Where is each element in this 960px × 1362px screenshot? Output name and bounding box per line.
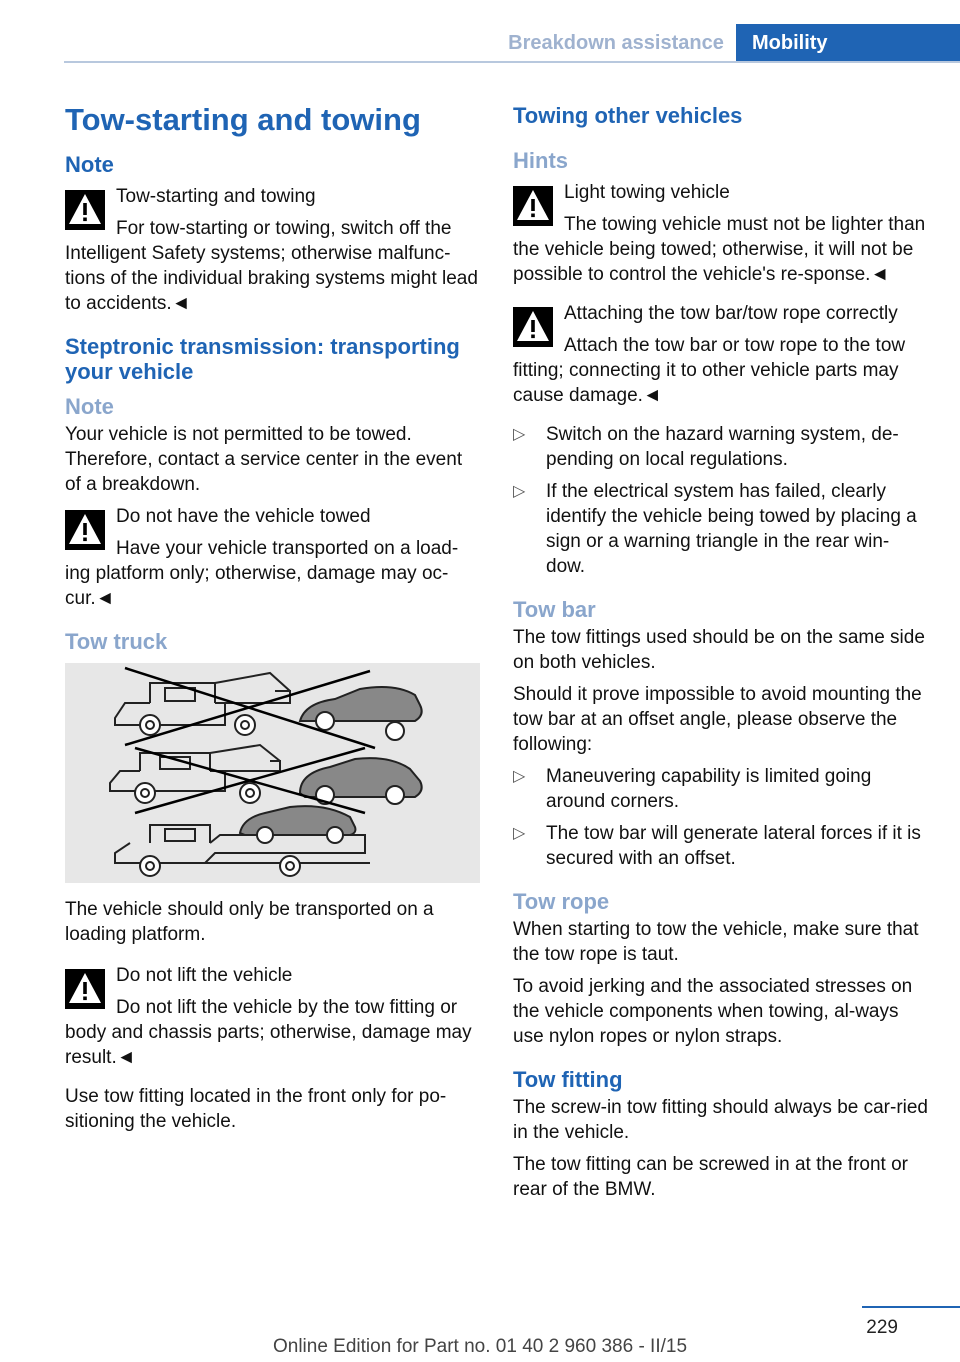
- footer-divider: [862, 1306, 960, 1308]
- list-bullet-icon: ▷: [513, 483, 526, 500]
- body-text: The tow fitting can be screwed in at the front or rear of the BMW.: [513, 1154, 908, 1200]
- bullet-list: [513, 764, 928, 871]
- header-divider: [64, 61, 960, 63]
- list-item-text: Switch on the hazard warning system, de-pending on local regulations.: [546, 424, 899, 470]
- warning-title: Tow-starting and towing: [116, 186, 316, 207]
- bullet-list: [513, 422, 928, 579]
- section-heading-steptronic: Steptronic transmission: transporting your vehicle: [65, 334, 460, 384]
- warning-block: [513, 301, 928, 408]
- warning-block: [65, 184, 480, 316]
- list-item: [513, 821, 928, 871]
- subheading-tow-bar: Tow bar: [513, 597, 596, 622]
- subheading-tow-truck: Tow truck: [65, 629, 168, 654]
- body-text: Should it prove impossible to avoid mounting the tow bar at an offset angle, please observe the following:: [513, 684, 922, 755]
- warning-block: [513, 180, 928, 287]
- warning-triangle-icon: [513, 307, 553, 347]
- warning-title: Do not lift the vehicle: [116, 965, 293, 986]
- section-heading-towing-other: Towing other vehicles: [513, 103, 743, 128]
- note-heading: Note: [65, 394, 114, 419]
- list-item: [513, 479, 928, 579]
- warning-body: The towing vehicle must not be lighter than the vehicle being towed; otherwise, it will not be possible to control the vehicle's re-sponse.◄: [513, 214, 926, 285]
- list-item-text: If the electrical system has failed, clearly identify the vehicle being towed by placing a sign or a warning triangle in the rear win-dow.: [546, 481, 917, 577]
- page-title: Tow-starting and towing: [65, 102, 421, 137]
- warning-title: Light towing vehicle: [564, 182, 730, 203]
- tow-truck-drawing: [65, 663, 480, 883]
- list-bullet-icon: ▷: [513, 768, 526, 785]
- header-chapter-label: Mobility: [752, 31, 828, 54]
- warning-block: [65, 963, 480, 1070]
- warning-triangle-icon: [65, 969, 105, 1009]
- warning-title: Attaching the tow bar/tow rope correctly: [564, 303, 898, 324]
- list-bullet-icon: ▷: [513, 426, 526, 443]
- note-text: Your vehicle is not permitted to be towed. Therefore, contact a service center in the event of a breakdown.: [65, 424, 463, 495]
- list-bullet-icon: ▷: [513, 825, 526, 842]
- subheading-hints: Hints: [513, 148, 568, 173]
- list-item-text: Maneuvering capability is limited going around corners.: [546, 766, 872, 812]
- warning-body: Attach the tow bar or tow rope to the tow fitting; connecting it to other vehicle parts may cause damage.◄: [513, 335, 906, 406]
- right-column: [513, 98, 928, 1209]
- header-chapter-tab: [736, 24, 960, 62]
- body-text: The tow fittings used should be on the same side on both vehicles.: [513, 627, 925, 673]
- warning-triangle-icon: [65, 510, 105, 550]
- note-heading: Note: [65, 152, 114, 177]
- edition-footer: [0, 1336, 960, 1358]
- warning-triangle-icon: [513, 186, 553, 226]
- header-section-title: Breakdown assistance: [508, 31, 724, 54]
- subheading-tow-rope: Tow rope: [513, 889, 610, 914]
- warning-body: Have your vehicle transported on a load-ing platform only; otherwise, damage may oc-cur.◄: [65, 538, 459, 609]
- warning-triangle-icon: [65, 190, 105, 230]
- subheading-tow-fitting: Tow fitting: [513, 1067, 623, 1092]
- list-item: [513, 764, 928, 814]
- warning-title: Do not have the vehicle towed: [116, 506, 371, 527]
- list-item: [513, 422, 928, 472]
- left-column: [65, 98, 480, 1141]
- warning-body: Do not lift the vehicle by the tow fitting or body and chassis parts; otherwise, damage may result.◄: [65, 997, 472, 1068]
- page-number: 229: [866, 1317, 898, 1338]
- list-item-text: The tow bar will generate lateral forces if it is secured with an offset.: [546, 823, 921, 869]
- figure-caption: The vehicle should only be transported on a loading platform.: [65, 899, 434, 945]
- warning-body: For tow-starting or towing, switch off the Intelligent Safety systems; otherwise malfunc-tions of the individual braking systems might lead to accidents.◄: [65, 218, 478, 314]
- body-text: When starting to tow the vehicle, make sure that the tow rope is taut.: [513, 919, 919, 965]
- body-text: The screw-in tow fitting should always be car-ried in the vehicle.: [513, 1097, 929, 1143]
- tow-truck-illustration: [65, 663, 480, 883]
- body-text: To avoid jerking and the associated stresses on the vehicle components when towing, al-ways use nylon ropes or nylon straps.: [513, 976, 913, 1047]
- body-text: Use tow fitting located in the front only for po-sitioning the vehicle.: [65, 1086, 447, 1132]
- warning-block: [65, 504, 480, 611]
- edition-text: Online Edition for Part no. 01 40 2 960 386 - II/15: [272, 1336, 688, 1357]
